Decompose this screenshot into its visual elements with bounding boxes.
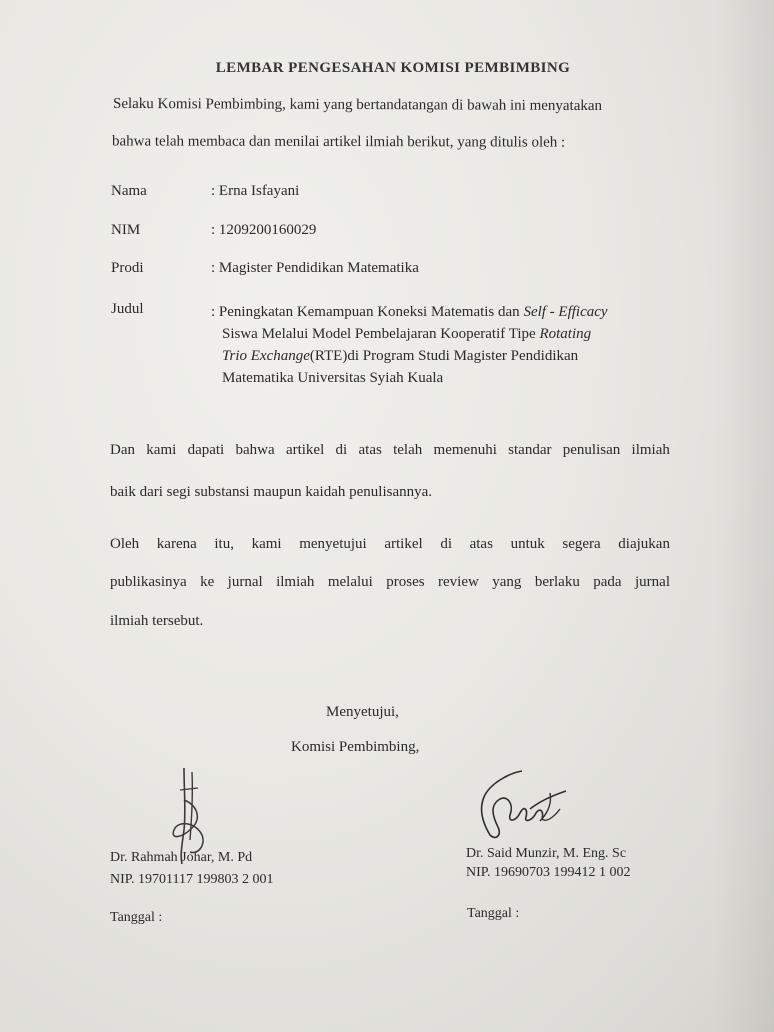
word: penulisan — [562, 442, 621, 458]
nama-label: Nama — [111, 183, 147, 199]
word: diajukan — [618, 536, 670, 552]
word: segera — [562, 536, 601, 552]
word: standar — [508, 442, 552, 458]
nim-label: NIM — [111, 222, 141, 238]
paragraph-2-line-3: ilmiah tersebut. — [110, 613, 204, 629]
judul-label: Judul — [111, 301, 144, 317]
word: artikel — [384, 536, 423, 552]
page-title: LEMBAR PENGESAHAN KOMISI PEMBIMBING — [215, 60, 571, 76]
paragraph-1-line-2: baik dari segi substansi maupun kaidah penulisannya. — [110, 484, 433, 500]
word: Oleh — [110, 536, 140, 552]
approval-committee: Komisi Pembimbing, — [291, 739, 420, 755]
word: di — [440, 536, 452, 552]
paragraph-1-line-1 — [110, 442, 670, 459]
word: berlaku — [534, 574, 580, 590]
paragraph-2-line-1 — [110, 536, 670, 553]
word: pada — [593, 574, 622, 590]
judul-line-2 — [211, 323, 667, 345]
judul-line-3-italic: Trio Exchange — [222, 348, 310, 364]
intro-line-2: bahwa telah membaca dan menilai artikel ilmiah berikut, yang ditulis oleh : — [111, 133, 566, 151]
page-shadow — [714, 0, 774, 1032]
judul-line-2-text: Siswa Melalui Model Pembelajaran Kooperatif Tipe — [222, 326, 540, 342]
word: untuk — [510, 536, 545, 552]
word: telah — [393, 442, 423, 458]
word: dapati — [187, 442, 225, 458]
judul-line-1 — [211, 301, 671, 323]
judul-line-3-abbrev: (RTE) — [309, 348, 348, 364]
nama-value: : Erna Isfayani — [211, 183, 300, 199]
prodi-label: Prodi — [111, 260, 144, 276]
paragraph-2-line-2 — [110, 574, 670, 591]
intro-line-1: Selaku Komisi Pembimbing, kami yang bertandatangan di bawah ini menyatakan — [112, 95, 603, 115]
word: Dan — [110, 442, 135, 458]
word: memenuhi — [433, 442, 497, 458]
judul-value — [211, 301, 671, 389]
word: publikasinya — [110, 574, 187, 590]
word: jurnal — [635, 574, 670, 590]
word: menyetujui — [299, 536, 367, 552]
judul-line-2-italic: Rotating — [539, 326, 592, 342]
judul-line-3 — [211, 345, 667, 367]
judul-line-1-italic: Self - Efficacy — [523, 304, 608, 320]
word: karena — [156, 536, 197, 552]
judul-line-3-text: di Program Studi Magister Pendidikan — [347, 348, 579, 364]
signature-2-image — [470, 765, 580, 845]
signatory-1-name: Dr. Rahmah Johar, M. Pd — [110, 850, 253, 865]
word: yang — [492, 574, 522, 590]
word: kami — [251, 536, 282, 552]
signatory-1-date-label: Tanggal : — [110, 910, 163, 925]
signatory-2-name: Dr. Said Munzir, M. Eng. Sc — [466, 846, 627, 861]
judul-line-1-text: : Peningkatan Kemampuan Koneksi Matematis dan — [211, 304, 524, 320]
word: bahwa — [235, 442, 275, 458]
signatory-2-date-label: Tanggal : — [467, 906, 520, 921]
word: proses — [386, 574, 425, 590]
word: ilmiah — [276, 574, 315, 590]
signatory-1-nip: NIP. 19701117 199803 2 001 — [110, 872, 274, 887]
prodi-value: : Magister Pendidikan Matematika — [211, 260, 419, 276]
word: artikel — [285, 442, 325, 458]
word: kami — [146, 442, 177, 458]
word: atas — [358, 442, 382, 458]
signatory-2-nip: NIP. 19690703 199412 1 002 — [466, 865, 631, 880]
word: ilmiah — [631, 442, 670, 458]
word: di — [335, 442, 348, 458]
word: jurnal — [227, 574, 263, 590]
word: melalui — [327, 574, 373, 590]
word: itu, — [214, 536, 234, 552]
judul-line-4: Matematika Universitas Syiah Kuala — [222, 370, 444, 386]
word: ke — [200, 574, 215, 590]
approval-heading: Menyetujui, — [326, 704, 399, 720]
nim-value: : 1209200160029 — [211, 222, 317, 238]
word: review — [438, 574, 479, 590]
word: atas — [469, 536, 493, 552]
